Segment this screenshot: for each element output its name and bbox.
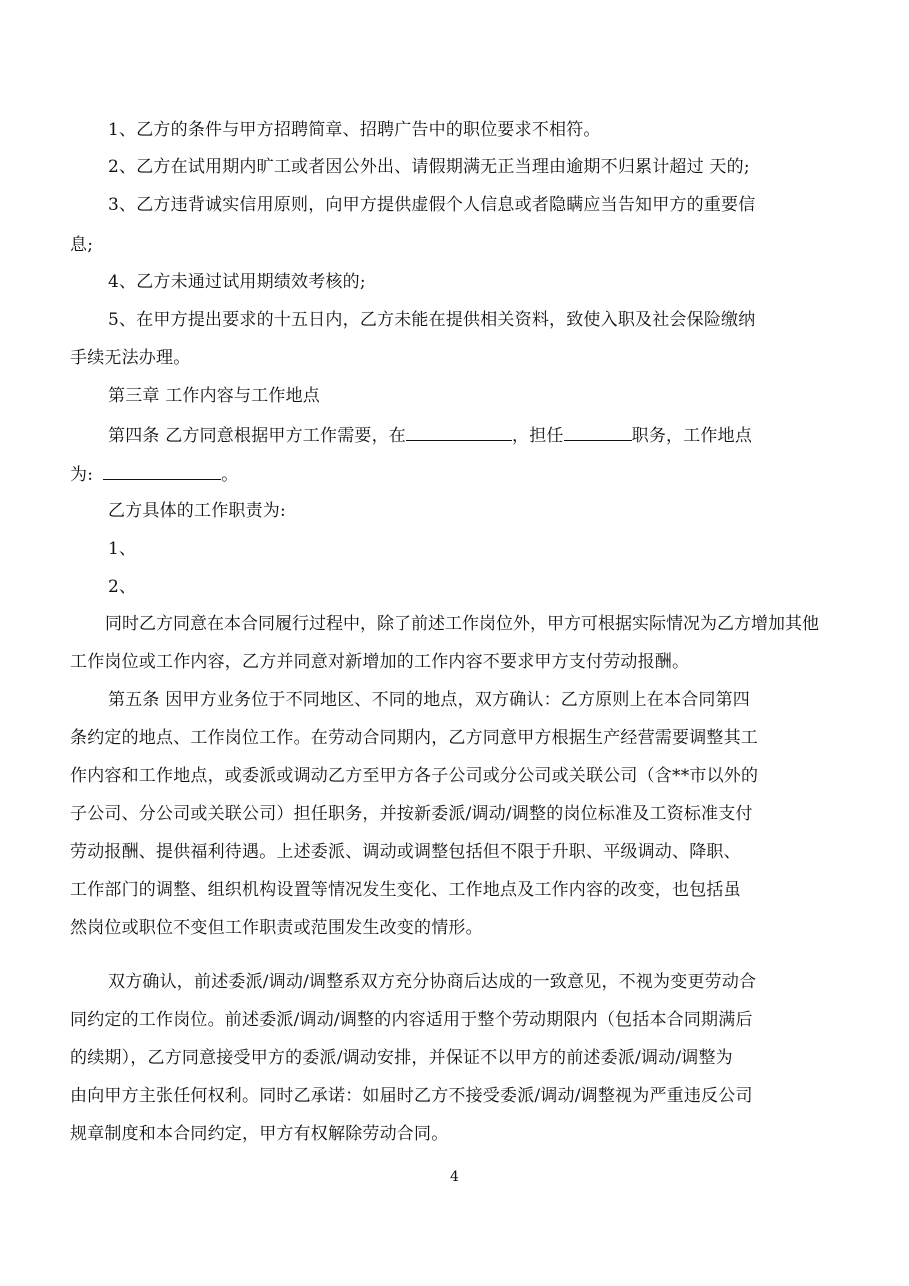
article-4-text-c: 职务，工作地点	[631, 426, 753, 446]
duties-intro: 乙方具体的工作职责为:	[108, 501, 286, 521]
article-4-text-a: 第四条 乙方同意根据甲方工作需要，在	[108, 426, 407, 446]
article-4-text-d: 为:	[70, 465, 94, 485]
article-4-text-b: ，担任	[512, 426, 564, 446]
chapter-3-heading: 第三章 工作内容与工作地点	[108, 386, 321, 406]
additional-duties: 同时乙方同意在本合同履行过程中，除了前述工作岗位外，甲方可根据实际情况为乙方增加其他	[105, 614, 819, 634]
duty-2: 2、	[108, 577, 137, 597]
page-number: 4	[450, 1169, 459, 1185]
confirmation-line-4: 由向甲方主张任何权利。同时乙承诺：如届时乙方不接受委派/调动/调整视为严重违反公司	[70, 1086, 753, 1106]
article-5-line-4: 子公司、分公司或关联公司）担任职务，并按新委派/调动/调整的岗位标准及工资标准支付	[70, 804, 753, 824]
location-blank[interactable]	[103, 461, 221, 480]
clause-1: 1、乙方的条件与甲方招聘简章、招聘广告中的职位要求不相符。	[108, 120, 601, 140]
article-5: 第五条 因甲方业务位于不同地区、不同的地点，双方确认：乙方原则上在本合同第四	[108, 690, 751, 710]
confirmation-line-5: 规章制度和本合同约定，甲方有权解除劳动合同。	[70, 1124, 449, 1144]
clause-5: 5、在甲方提出要求的十五日内，乙方未能在提供相关资料，致使入职及社会保险缴纳	[108, 310, 756, 330]
article-4	[108, 422, 752, 448]
article-5-line-5: 劳动报酬、提供福利待遇。上述委派、调动或调整包括但不限于升职、平级调动、降职、	[70, 842, 741, 862]
confirmation-para: 双方确认，前述委派/调动/调整系双方充分协商后达成的一致意见，不视为变更劳动合	[108, 972, 757, 992]
additional-duties-cont: 工作岗位或工作内容，乙方并同意对新增加的工作内容不要求甲方支付劳动报酬。	[70, 652, 690, 672]
article-5-line-2: 条约定的地点、工作岗位工作。在劳动合同期内，乙方同意甲方根据生产经营需要调整其工	[70, 728, 758, 748]
article-5-line-7: 然岗位或职位不变但工作职责或范围发生改变的情形。	[70, 918, 483, 938]
clause-4: 4、乙方未通过试用期绩效考核的;	[108, 272, 366, 292]
article-4-text-e: 。	[221, 465, 239, 485]
duty-1: 1、	[108, 539, 137, 559]
confirmation-line-2: 同约定的工作岗位。前述委派/调动/调整的内容适用于整个劳动期限内（包括本合同期满后	[70, 1010, 753, 1030]
clause-2: 2、乙方在试用期内旷工或者因公外出、请假期满无正当理由逾期不归累计超过 天的;	[108, 157, 750, 177]
clause-5-cont: 手续无法办理。	[70, 348, 191, 368]
article-5-line-3: 作内容和工作地点，或委派或调动乙方至甲方各子公司或分公司或关联公司（含**市以外的	[70, 766, 759, 786]
position-blank[interactable]	[564, 422, 632, 441]
article-5-line-6: 工作部门的调整、组织机构设置等情况发生变化、工作地点及工作内容的改变，也包括虽	[70, 880, 741, 900]
article-4-cont	[70, 461, 238, 487]
clause-3-cont: 息;	[70, 235, 94, 255]
confirmation-line-3: 的续期），乙方同意接受甲方的委派/调动安排，并保证不以甲方的前述委派/调动/调整为	[70, 1048, 733, 1068]
clause-3: 3、乙方违背诚实信用原则，向甲方提供虚假个人信息或者隐瞒应当告知甲方的重要信	[108, 195, 756, 215]
department-blank[interactable]	[406, 422, 512, 441]
